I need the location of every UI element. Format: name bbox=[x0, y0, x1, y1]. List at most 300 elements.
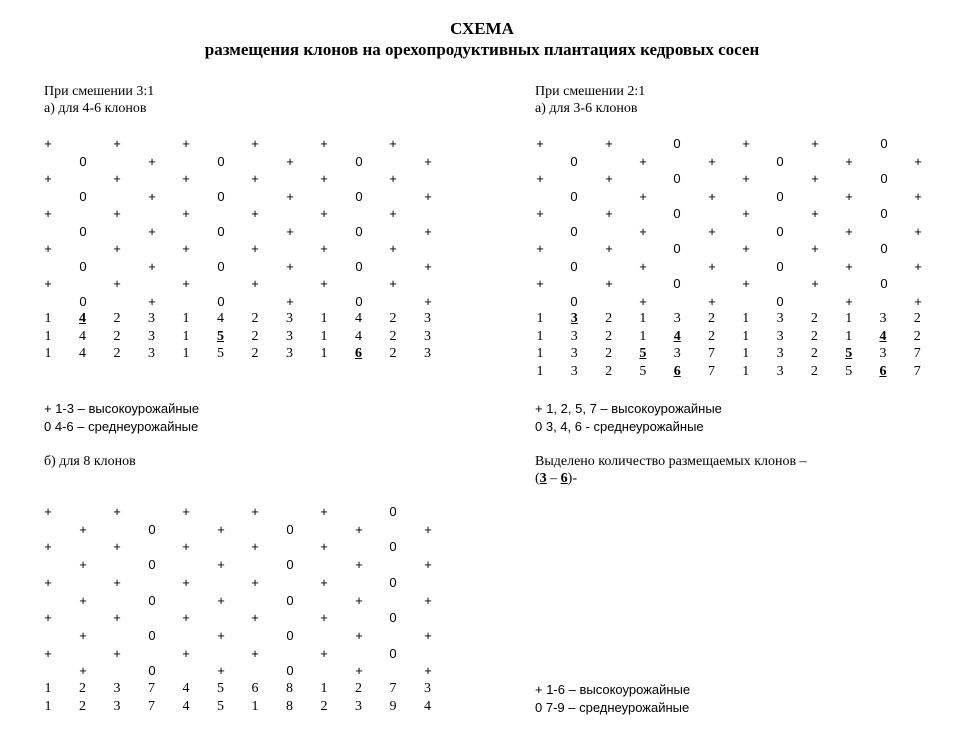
left-sub-b: б) для 8 клонов bbox=[44, 454, 136, 469]
grid-symbol: 0 bbox=[286, 557, 294, 573]
grid-symbol: + bbox=[424, 293, 432, 309]
grid-symbol: + bbox=[113, 645, 121, 661]
grid-symbol: 0 bbox=[880, 171, 888, 186]
grid-symbol: + bbox=[639, 153, 647, 169]
grid-symbol: 0 bbox=[286, 663, 294, 679]
grid-symbol: + bbox=[742, 206, 750, 221]
grid-symbol: + bbox=[811, 276, 819, 291]
clone-number: 5 bbox=[639, 346, 647, 361]
grid-symbol: + bbox=[811, 206, 819, 221]
clone-number: 5 bbox=[217, 328, 224, 344]
grid-symbol: 0 bbox=[79, 223, 87, 239]
clone-number: 1 bbox=[845, 311, 853, 326]
clone-number: 2 bbox=[79, 681, 86, 696]
grid-symbol: 0 bbox=[79, 188, 87, 204]
clone-number: 3 bbox=[148, 328, 155, 344]
grid-symbol: + bbox=[251, 610, 259, 626]
clone-number: 1 bbox=[742, 346, 750, 361]
left-sub-a: а) для 4-6 клонов bbox=[44, 101, 147, 116]
grid-symbol: + bbox=[44, 206, 52, 221]
grid-symbol: + bbox=[251, 539, 259, 555]
grid-symbol: 0 bbox=[776, 293, 784, 309]
grid-symbol: + bbox=[148, 188, 156, 204]
selected-min: 3 bbox=[539, 471, 547, 486]
grid-symbol: 0 bbox=[673, 136, 681, 151]
grid-symbol: + bbox=[251, 206, 259, 221]
clone-number: 2 bbox=[708, 311, 715, 326]
grid-symbol: + bbox=[355, 557, 363, 573]
clone-number: 4 bbox=[182, 681, 190, 696]
clone-number: 7 bbox=[148, 681, 155, 696]
grid-symbol: + bbox=[811, 136, 819, 151]
grid-symbol: + bbox=[113, 574, 121, 590]
clone-number: 4 bbox=[355, 311, 362, 326]
grid-symbol: + bbox=[182, 645, 190, 661]
clone-number: 2 bbox=[79, 698, 86, 714]
selected-paren-open: ( bbox=[535, 471, 540, 486]
clone-number: 3 bbox=[355, 698, 362, 714]
clone-number: 1 bbox=[182, 311, 190, 326]
right-legend-medium: 0 3, 4, 6 - среднеурожайные bbox=[535, 419, 704, 434]
grid-symbol: + bbox=[536, 241, 544, 256]
grid-symbol: + bbox=[742, 171, 750, 186]
clone-number: 6 bbox=[355, 346, 362, 361]
grid-symbol: + bbox=[113, 276, 121, 291]
grid-symbol: + bbox=[708, 258, 716, 274]
clone-number: 7 bbox=[708, 346, 715, 361]
clone-number: 1 bbox=[845, 328, 853, 344]
clone-number: 3 bbox=[113, 698, 121, 714]
clone-number: 2 bbox=[355, 681, 362, 696]
clone-number: 4 bbox=[79, 346, 86, 361]
clone-number: 3 bbox=[776, 346, 784, 361]
selected-count-value bbox=[535, 470, 577, 487]
clone-number: 2 bbox=[389, 346, 397, 361]
grid-symbol: 0 bbox=[570, 293, 578, 309]
grid-symbol: 0 bbox=[389, 574, 397, 590]
grid-symbol: + bbox=[320, 171, 328, 186]
grid-symbol: + bbox=[320, 574, 328, 590]
clone-number: 2 bbox=[605, 363, 613, 379]
clone-number: 1 bbox=[536, 363, 544, 379]
grid-symbol: + bbox=[113, 241, 121, 256]
grid-symbol: + bbox=[44, 136, 52, 151]
clone-number: 2 bbox=[708, 328, 715, 344]
grid-symbol: + bbox=[251, 276, 259, 291]
grid-symbol: 0 bbox=[776, 153, 784, 169]
grid-symbol: 0 bbox=[286, 627, 294, 643]
grid-symbol: 0 bbox=[79, 258, 87, 274]
clone-number: 7 bbox=[389, 681, 397, 696]
grid-symbol: 0 bbox=[570, 258, 578, 274]
grid-symbol: + bbox=[811, 171, 819, 186]
grid-symbol: + bbox=[605, 276, 613, 291]
clone-number: 2 bbox=[913, 328, 921, 344]
right-sub-a: а) для 3-6 клонов bbox=[535, 101, 638, 116]
clone-number: 2 bbox=[913, 311, 921, 326]
grid-symbol: + bbox=[44, 241, 52, 256]
grid-symbol: + bbox=[424, 223, 432, 239]
grid-symbol: + bbox=[182, 504, 190, 519]
grid-symbol: + bbox=[708, 153, 716, 169]
grid-symbol: + bbox=[424, 592, 432, 608]
clone-number: 3 bbox=[879, 311, 887, 326]
clone-number: 7 bbox=[913, 346, 921, 361]
grid-symbol: + bbox=[182, 171, 190, 186]
clone-number: 1 bbox=[182, 328, 190, 344]
clone-number: 4 bbox=[79, 328, 86, 344]
grid-symbol: + bbox=[811, 241, 819, 256]
grid-symbol: + bbox=[605, 136, 613, 151]
grid-symbol: + bbox=[605, 206, 613, 221]
grid-symbol: 0 bbox=[776, 188, 784, 204]
grid-symbol: 0 bbox=[355, 293, 363, 309]
grid-symbol: 0 bbox=[79, 153, 87, 169]
grid-symbol: + bbox=[389, 206, 397, 221]
grid-symbol: + bbox=[251, 136, 259, 151]
grid-symbol: 0 bbox=[389, 645, 397, 661]
grid-symbol: + bbox=[182, 241, 190, 256]
grid-symbol: + bbox=[148, 153, 156, 169]
clone-number: 1 bbox=[536, 346, 544, 361]
clone-number: 2 bbox=[251, 311, 259, 326]
clone-number: 3 bbox=[673, 311, 681, 326]
clone-number: 1 bbox=[44, 681, 52, 696]
grid-symbol: + bbox=[113, 504, 121, 519]
grid-symbol: 0 bbox=[880, 136, 888, 151]
clone-number: 1 bbox=[742, 328, 750, 344]
grid-symbol: + bbox=[845, 258, 853, 274]
grid-symbol: 0 bbox=[217, 188, 225, 204]
grid-symbol: + bbox=[286, 188, 294, 204]
clone-number: 3 bbox=[776, 328, 784, 344]
grid-symbol: + bbox=[44, 504, 52, 519]
grid-symbol: + bbox=[79, 627, 87, 643]
clone-number: 2 bbox=[320, 698, 328, 714]
grid-symbol: + bbox=[424, 521, 432, 537]
grid-symbol: + bbox=[424, 557, 432, 573]
grid-symbol: + bbox=[536, 136, 544, 151]
grid-symbol: + bbox=[424, 188, 432, 204]
grid-symbol: + bbox=[424, 153, 432, 169]
grid-symbol: 0 bbox=[355, 223, 363, 239]
clone-number: 3 bbox=[570, 346, 578, 361]
clone-number: 2 bbox=[605, 346, 613, 361]
clone-number: 6 bbox=[673, 363, 681, 379]
grid-symbol: + bbox=[217, 592, 225, 608]
clone-number: 3 bbox=[113, 681, 121, 696]
clone-number: 4 bbox=[355, 328, 362, 344]
grid-symbol: + bbox=[251, 241, 259, 256]
grid-symbol: 0 bbox=[570, 223, 578, 239]
clone-number: 5 bbox=[217, 698, 224, 714]
clone-number: 2 bbox=[605, 311, 613, 326]
grid-symbol: + bbox=[389, 136, 397, 151]
grid-symbol: + bbox=[605, 171, 613, 186]
clone-number: 1 bbox=[536, 328, 544, 344]
grid-symbol: + bbox=[148, 258, 156, 274]
clone-number: 2 bbox=[810, 311, 818, 326]
grid-symbol: 0 bbox=[389, 610, 397, 626]
doc-title: СХЕМА bbox=[450, 19, 514, 38]
grid-symbol: + bbox=[113, 171, 121, 186]
grid-symbol: + bbox=[320, 241, 328, 256]
left-legend-medium: 0 4-6 – среднеурожайные bbox=[44, 419, 199, 434]
grid-symbol: + bbox=[320, 610, 328, 626]
grid-symbol: 0 bbox=[148, 521, 156, 537]
grid-symbol: + bbox=[605, 241, 613, 256]
clone-number: 3 bbox=[570, 363, 578, 379]
grid-symbol: + bbox=[845, 188, 853, 204]
clone-number: 3 bbox=[776, 363, 784, 379]
clone-number: 3 bbox=[286, 328, 293, 344]
grid-symbol: + bbox=[286, 258, 294, 274]
grid-symbol: + bbox=[355, 521, 363, 537]
grid-symbol: + bbox=[251, 574, 259, 590]
grid-symbol: + bbox=[708, 223, 716, 239]
grid-symbol: + bbox=[44, 539, 52, 555]
right-legend2-high: + 1-6 – высокоурожайные bbox=[535, 682, 691, 697]
grid-symbol: 0 bbox=[389, 539, 397, 555]
doc-subtitle: размещения клонов на орехопродуктивных плантациях кедровых сосен bbox=[204, 40, 760, 59]
grid-symbol: + bbox=[914, 223, 922, 239]
grid-symbol: 0 bbox=[217, 223, 225, 239]
clone-number: 8 bbox=[286, 698, 293, 714]
grid-symbol: + bbox=[113, 539, 121, 555]
grid-symbol: + bbox=[217, 521, 225, 537]
grid-symbol: 0 bbox=[389, 504, 397, 519]
clone-number: 1 bbox=[44, 698, 52, 714]
grid-symbol: + bbox=[113, 206, 121, 221]
grid-symbol: 0 bbox=[355, 188, 363, 204]
grid-symbol: + bbox=[217, 557, 225, 573]
clone-number: 3 bbox=[424, 311, 431, 326]
grid-symbol: + bbox=[79, 663, 87, 679]
grid-symbol: + bbox=[914, 258, 922, 274]
clone-number: 1 bbox=[182, 346, 190, 361]
right-heading: При смешении 2:1 bbox=[535, 84, 646, 99]
clone-number: 1 bbox=[639, 328, 647, 344]
clone-number: 3 bbox=[424, 681, 431, 696]
clone-number: 7 bbox=[913, 363, 921, 379]
clone-number: 4 bbox=[217, 311, 224, 326]
clone-number: 5 bbox=[845, 346, 853, 361]
clone-number: 5 bbox=[639, 363, 647, 379]
clone-number: 5 bbox=[845, 363, 853, 379]
selected-paren-close: )- bbox=[567, 471, 577, 486]
grid-symbol: + bbox=[44, 610, 52, 626]
grid-symbol: 0 bbox=[673, 241, 681, 256]
grid-symbol: + bbox=[286, 223, 294, 239]
clone-number: 1 bbox=[639, 311, 647, 326]
grid-symbol: 0 bbox=[79, 293, 87, 309]
clone-number: 2 bbox=[251, 328, 259, 344]
clone-number: 1 bbox=[536, 311, 544, 326]
clone-number: 4 bbox=[879, 328, 887, 344]
clone-number: 3 bbox=[424, 346, 431, 361]
clone-number: 1 bbox=[44, 311, 52, 326]
grid-symbol: + bbox=[44, 276, 52, 291]
clone-number: 3 bbox=[286, 346, 293, 361]
right-legend2-medium: 0 7-9 – среднеурожайные bbox=[535, 700, 690, 715]
grid-symbol: + bbox=[742, 136, 750, 151]
grid-symbol: + bbox=[79, 592, 87, 608]
right-legend-high: + 1, 2, 5, 7 – высокоурожайные bbox=[535, 401, 722, 416]
clone-number: 2 bbox=[389, 311, 397, 326]
grid-symbol: + bbox=[320, 539, 328, 555]
grid-symbol: 0 bbox=[286, 521, 294, 537]
grid-symbol: + bbox=[639, 188, 647, 204]
clone-number: 1 bbox=[742, 311, 750, 326]
grid-symbol: 0 bbox=[286, 592, 294, 608]
grid-symbol: + bbox=[914, 153, 922, 169]
clone-number: 1 bbox=[44, 346, 52, 361]
grid-symbol: + bbox=[320, 206, 328, 221]
left-heading: При смешении 3:1 bbox=[44, 84, 155, 99]
clone-number: 9 bbox=[389, 698, 397, 714]
clone-number: 2 bbox=[113, 328, 121, 344]
clone-number: 5 bbox=[217, 681, 224, 696]
clone-number: 6 bbox=[251, 681, 259, 696]
grid-symbol: + bbox=[355, 627, 363, 643]
clone-number: 3 bbox=[570, 311, 578, 326]
grid-symbol: + bbox=[148, 223, 156, 239]
grid-symbol: + bbox=[44, 171, 52, 186]
grid-symbol: 0 bbox=[217, 258, 225, 274]
grid-symbol: 0 bbox=[880, 241, 888, 256]
grid-symbol: + bbox=[639, 293, 647, 309]
clone-number: 3 bbox=[424, 328, 431, 344]
grid-symbol: + bbox=[320, 276, 328, 291]
grid-symbol: + bbox=[113, 610, 121, 626]
grid-symbol: 0 bbox=[880, 206, 888, 221]
grid-symbol: + bbox=[182, 610, 190, 626]
grid-symbol: 0 bbox=[673, 276, 681, 291]
grid-symbol: + bbox=[251, 504, 259, 519]
grid-symbol: + bbox=[536, 206, 544, 221]
grid-symbol: + bbox=[44, 574, 52, 590]
grid-symbol: + bbox=[320, 645, 328, 661]
grid-symbol: + bbox=[845, 293, 853, 309]
grid-symbol: + bbox=[536, 276, 544, 291]
clone-number: 2 bbox=[113, 311, 121, 326]
grid-symbol: + bbox=[79, 521, 87, 537]
clone-number: 1 bbox=[320, 328, 328, 344]
grid-symbol: + bbox=[217, 627, 225, 643]
grid-symbol: 0 bbox=[217, 293, 225, 309]
grid-symbol: + bbox=[389, 241, 397, 256]
grid-symbol: 0 bbox=[776, 258, 784, 274]
grid-symbol: 0 bbox=[570, 188, 578, 204]
clone-number: 7 bbox=[148, 698, 155, 714]
grid-symbol: 0 bbox=[570, 153, 578, 169]
clone-number: 1 bbox=[320, 346, 328, 361]
grid-symbol: + bbox=[424, 258, 432, 274]
clone-number: 1 bbox=[320, 681, 328, 696]
grid-symbol: + bbox=[182, 574, 190, 590]
grid-symbol: 0 bbox=[217, 153, 225, 169]
grid-symbol: + bbox=[251, 171, 259, 186]
grid-symbol: + bbox=[845, 153, 853, 169]
grid-symbol: 0 bbox=[355, 153, 363, 169]
clone-number: 1 bbox=[320, 311, 328, 326]
grid-symbol: 0 bbox=[148, 557, 156, 573]
grid-symbol: 0 bbox=[148, 592, 156, 608]
clone-number: 6 bbox=[879, 363, 887, 379]
clone-number: 4 bbox=[182, 698, 190, 714]
clone-number: 3 bbox=[776, 311, 784, 326]
clone-number: 2 bbox=[810, 363, 818, 379]
grid-symbol: + bbox=[251, 645, 259, 661]
clone-number: 4 bbox=[673, 328, 681, 344]
grid-symbol: + bbox=[113, 136, 121, 151]
grid-symbol: + bbox=[639, 258, 647, 274]
clone-number: 3 bbox=[673, 346, 681, 361]
clone-number: 3 bbox=[570, 328, 578, 344]
clone-number: 2 bbox=[810, 346, 818, 361]
grid-symbol: + bbox=[536, 171, 544, 186]
clone-number: 2 bbox=[251, 346, 259, 361]
grid-symbol: + bbox=[182, 136, 190, 151]
clone-number: 5 bbox=[217, 346, 224, 361]
grid-symbol: + bbox=[182, 276, 190, 291]
grid-symbol: + bbox=[742, 241, 750, 256]
clone-number: 1 bbox=[44, 328, 52, 344]
grid-symbol: + bbox=[44, 645, 52, 661]
grid-symbol: + bbox=[708, 293, 716, 309]
clone-number: 7 bbox=[708, 363, 715, 379]
clone-number: 2 bbox=[810, 328, 818, 344]
grid-symbol: + bbox=[708, 188, 716, 204]
clone-number: 2 bbox=[605, 328, 613, 344]
grid-symbol: + bbox=[79, 557, 87, 573]
grid-symbol: + bbox=[148, 293, 156, 309]
grid-symbol: + bbox=[424, 627, 432, 643]
clone-number: 4 bbox=[424, 698, 431, 714]
grid-symbol: + bbox=[217, 663, 225, 679]
grid-symbol: + bbox=[355, 663, 363, 679]
grid-symbol: + bbox=[424, 663, 432, 679]
grid-symbol: + bbox=[286, 293, 294, 309]
selected-max: 6 bbox=[560, 471, 568, 486]
grid-symbol: + bbox=[355, 592, 363, 608]
grid-symbol: + bbox=[914, 188, 922, 204]
clone-number: 1 bbox=[251, 698, 259, 714]
grid-symbol: + bbox=[742, 276, 750, 291]
selected-dash: – bbox=[546, 471, 561, 486]
grid-symbol: 0 bbox=[355, 258, 363, 274]
grid-symbol: + bbox=[286, 153, 294, 169]
grid-symbol: + bbox=[182, 539, 190, 555]
clone-number: 1 bbox=[742, 363, 750, 379]
grid-symbol: + bbox=[389, 276, 397, 291]
clone-number: 3 bbox=[148, 311, 155, 326]
clone-number: 3 bbox=[148, 346, 155, 361]
grid-symbol: + bbox=[320, 136, 328, 151]
grid-symbol: + bbox=[320, 504, 328, 519]
clone-number: 4 bbox=[79, 311, 86, 326]
clone-number: 8 bbox=[286, 681, 293, 696]
clone-number: 3 bbox=[879, 346, 887, 361]
grid-symbol: 0 bbox=[148, 627, 156, 643]
grid-symbol: 0 bbox=[880, 276, 888, 291]
grid-symbol: + bbox=[914, 293, 922, 309]
clone-number: 2 bbox=[113, 346, 121, 361]
grid-symbol: + bbox=[182, 206, 190, 221]
grid-symbol: + bbox=[639, 223, 647, 239]
left-legend-high: + 1-3 – высокоурожайные bbox=[44, 401, 200, 416]
selected-count-label: Выделено количество размещаемых клонов – bbox=[535, 454, 807, 469]
